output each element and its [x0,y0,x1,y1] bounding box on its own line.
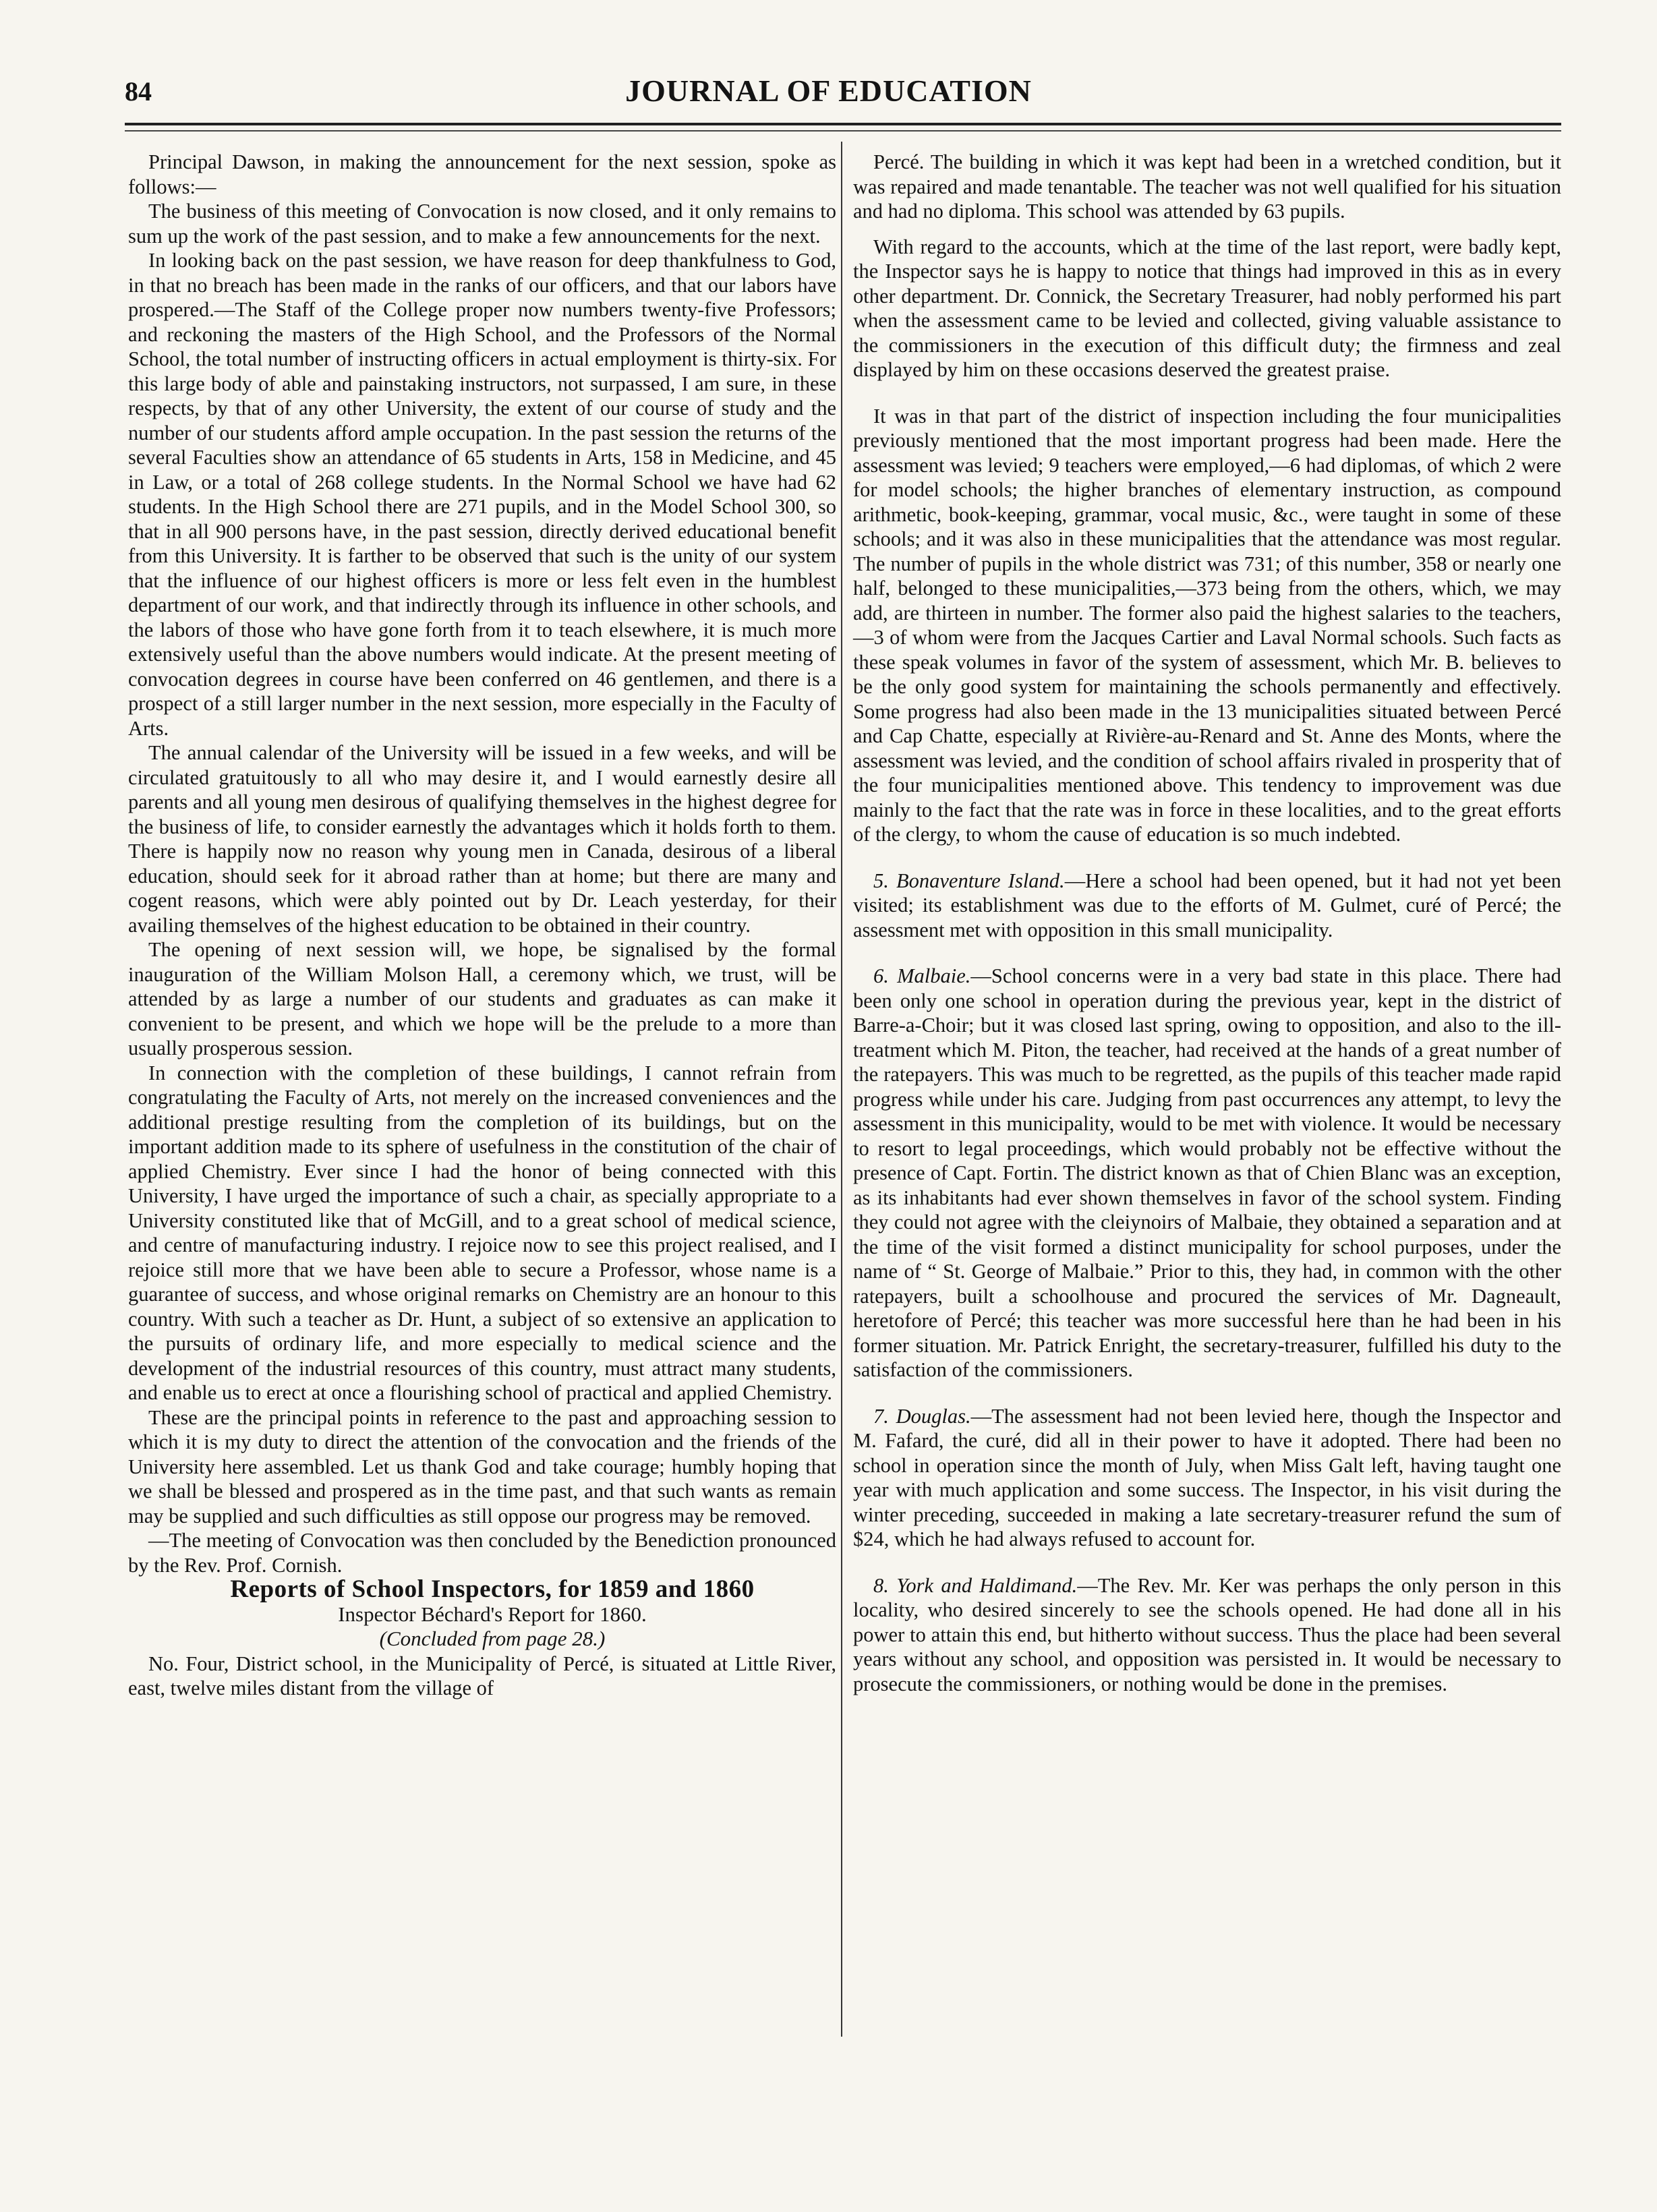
paragraph: In looking back on the past session, we have reason for deep thankfulness to God, in that no breach has been made in the ranks of our officers, and that our labors have prospered.—The Staff of the College proper now numbers twenty-five Professors; and reckoning the masters of the High School, and the Professors of the Normal School, the total number of instructing officers in actual employment is thirty-six. For this large body of able and painstaking instructors, not surpassed, I am sure, in these respects, by that of any other University, the extent of our course of study and the number of our students afford ample occupation. In the past session the returns of the several Faculties show an attendance of 65 students in Arts, 158 in Medicine, and 45 in Law, or a total of 268 college students. In the Normal School we have had 62 students. In the High School there are 271 pupils, and in the Model School 300, so that in all 900 persons have, in the past session, directly derived educational benefit from this University. It is farther to be observed that such is the unity of our system that the influence of our highest officers is more or less felt even in the humblest department of our work, and that indirectly through its influence in other schools, and the labors of those who have gone forth from it to teach elsewhere, it is much more extensively useful than the above numbers would indicate. At the present meeting of convocation degrees in course have been conferred on 46 gentlemen, and there is a prospect of a still larger number in the next session, more especially in the Faculty of Arts. [128,249,836,740]
paragraph: 6. Malbaie.—School concerns were in a very bad state in this place. There had been only one school in operation during the previous year, kept in the district of Barre-a-Choir; but it was closed last spring, owing to opposition, and also to the ill-treatment which M. Piton, the teacher, had received at the hands of a great number of the ratepayers. This was much to be regretted, as the pupils of this teacher made rapid progress while under his care. Judging from past occurrences any attempt, to levy the assessment in this municipality, would to be met with violence. It would be necessary to resort to legal proceedings, which would probably not be effective without the presence of Capt. Fortin. The district known as that of Chien Blanc was an exception, as its inhabitants had ever shown themselves in favor of the school system. Finding they could not agree with the cleiynoirs of Malbaie, they obtained a separation and at the time of the visit formed a distinct municipality for school purposes, under the name of “ St. George of Malbaie.” Prior to this, they had, in common with the other ratepayers, built a schoolhouse and procured the services of Mr. Dagneault, heretofore of Percé; this teacher was more successful here than he had been in his former situation. Mr. Patrick Enright, the secretary-treasurer, fulfilled his duty to the satisfaction of the commissioners. [853,964,1561,1381]
left-column [128,150,836,1701]
district-label: 5. Bonaventure Island. [873,869,1065,892]
paragraph: 7. Douglas.—The assessment had not been levied here, though the Inspector and M. Fafard, the curé, did all in their power to have it adopted. There had been no school in operation since the month of July, when Miss Galt left, having taught one year with much application and some success. The Inspector, in his visit during the winter preceding, succeeded in making a late secretary-treasurer refund the sum of $24, which he had always refused to account for. [853,1404,1561,1550]
district-label: 8. York and Haldimand. [873,1573,1078,1597]
paragraph: It was in that part of the district of inspection including the four municipalities previously mentioned that the most important progress had been made. Here the assessment was levied; 9 teachers were employed,—6 had diplomas, of which 2 were for model schools; the higher branches of elementary instruction, as compound arithmetic, book-keeping, grammar, vocal music, &c., were taught in some of these schools; and it was also in these municipalities that the attendance was most regular. The number of pupils in the whole district was 731; of this number, 358 or nearly one half, belonged to these municipalities,—373 being from the others, which, we may add, are thirteen in number. The former also paid the highest salaries to the teachers,—3 of whom were from the Jacques Cartier and Laval Normal schools. Such facts as these speak volumes in favor of the system of assessment, which Mr. B. believes to be the only good system for maintaining the schools permanently and effectively. Some progress had also been made in the 13 municipalities situated between Percé and Cap Chatte, especially at Rivière-au-Renard and St. Anne des Monts, where the assessment was levied, and the condition of school affairs rivaled in prosperity that of the four municipalities mentioned above. This tendency to improvement was due mainly to the fact that the rate was in force in these localities, and to the great efforts of the clergy, to whom the cause of education is so much indebted. [853,404,1561,846]
right-column [853,150,1561,1696]
district-label: 6. Malbaie. [873,964,971,987]
paragraph: In connection with the completion of these buildings, I cannot refrain from congratulating the Faculty of Arts, not merely on the increased conveniences and the additional prestige resulting from the completion of its buildings, but on the important addition made to its sphere of usefulness in the constitution of the chair of applied Chemistry. Ever since I had the honor of being connected with this University, I have urged the importance of such a chair, as specially appropriate to a University constituted like that of McGill, and to a great school of medical science, and centre of manufacturing industry. I rejoice now to see this project realised, and I rejoice still more that we have been able to secure a Professor, whose name is a guarantee of success, and whose original remarks on Chemistry are an honour to this country. With such a teacher as Dr. Hunt, a subject of so extensive an application to the pursuits of ordinary life, and more especially to medical science and the development of the industrial resources of this country, must attract many students, and enable us to erect at once a flourishing school of practical and applied Chemistry. [128,1061,836,1404]
paragraph: 8. York and Haldimand.—The Rev. Mr. Ker was perhaps the only person in this locality, who desired sincerely to see the schools opened. He had done all in his power to attain this end, but hitherto without success. Thus the place had been several years without any school, and opposition was persisted in. It would be necessary to prosecute the commissioners, or nothing would be done in the premises. [853,1573,1561,1695]
paragraph: With regard to the accounts, which at the time of the last report, were badly kept, the Inspector says he is happy to notice that things had improved in this as in every other department. Dr. Connick, the Secretary Treasurer, had nobly performed his part when the assessment came to be levied and collected, giving valuable assistance to the commissioners in the execution of this difficult duty; the firmness and zeal displayed by him on these occasions deserved the greatest praise. [853,235,1561,381]
header-rule-thin [125,130,1561,132]
header-rule [125,123,1561,125]
column-divider [841,142,842,2037]
paragraph: —The meeting of Convocation was then concluded by the Benediction pronounced by the Rev. Prof. Cornish. [128,1529,836,1577]
report-subheading: Inspector Béchard's Report for 1860. [338,1602,647,1626]
continuation-note: (Concluded from page 28.) [379,1627,606,1650]
paragraph: Percé. The building in which it was kept had been in a wretched condition, but it was repaired and made tenantable. The teacher was not well qualified for his situation and had no diploma. This school was attended by 63 pupils. [853,150,1561,223]
paragraph: The business of this meeting of Convocation is now closed, and it only remains to sum up the work of the past session, and to make a few announcements for the next. [128,200,836,248]
paragraph: These are the principal points in reference to the past and approaching session to which it is my duty to direct the attention of the convocation and the friends of the University here assembled. Let us thank God and take courage; humbly hoping that we shall be blessed and prospered as in the time past, and that such wants as remain may be supplied and such difficulties as still oppose our progress may be removed. [128,1405,836,1527]
paragraph: 5. Bonaventure Island.—Here a school had been opened, but it had not yet been visited; its establishment was due to the efforts of M. Gulmet, curé of Percé; the assessment met with opposition in this small municipality. [853,869,1561,941]
district-label: 7. Douglas. [873,1404,971,1428]
paragraph: No. Four, District school, in the Municipality of Percé, is situated at Little River, east, twelve miles distant from the village of [128,1652,836,1699]
paragraph: The annual calendar of the University will be issued in a few weeks, and will be circulated gratuitously to all who may desire it, and I would earnestly desire all parents and all young men desirous of qualifying themselves in the highest degree for the business of life, to consider earnestly the advantages which it holds forth to them. There is happily now no reason why young men in Canada, desirous of a liberal education, should seek for it abroad rather than at home; but there are many and cogent reasons, which were ably pointed out by Dr. Leach yesterday, for their availing themselves of the highest education to be obtained in their country. [128,741,836,937]
paragraph: Principal Dawson, in making the announcement for the next session, spoke as follows:— [128,150,836,198]
section-heading: Reports of School Inspectors, for 1859 and 1860 [230,1575,755,1603]
paragraph: The opening of next session will, we hope, be signalised by the formal inauguration of the William Molson Hall, a ceremony which, we trust, will be attended by as large a number of our students and graduates as can make it convenient to be present, and which we hope will be the prelude to a more than usually prosperous session. [128,938,836,1059]
journal-title: JOURNAL OF EDUCATION [625,74,1032,108]
page-number: 84 [125,76,152,107]
